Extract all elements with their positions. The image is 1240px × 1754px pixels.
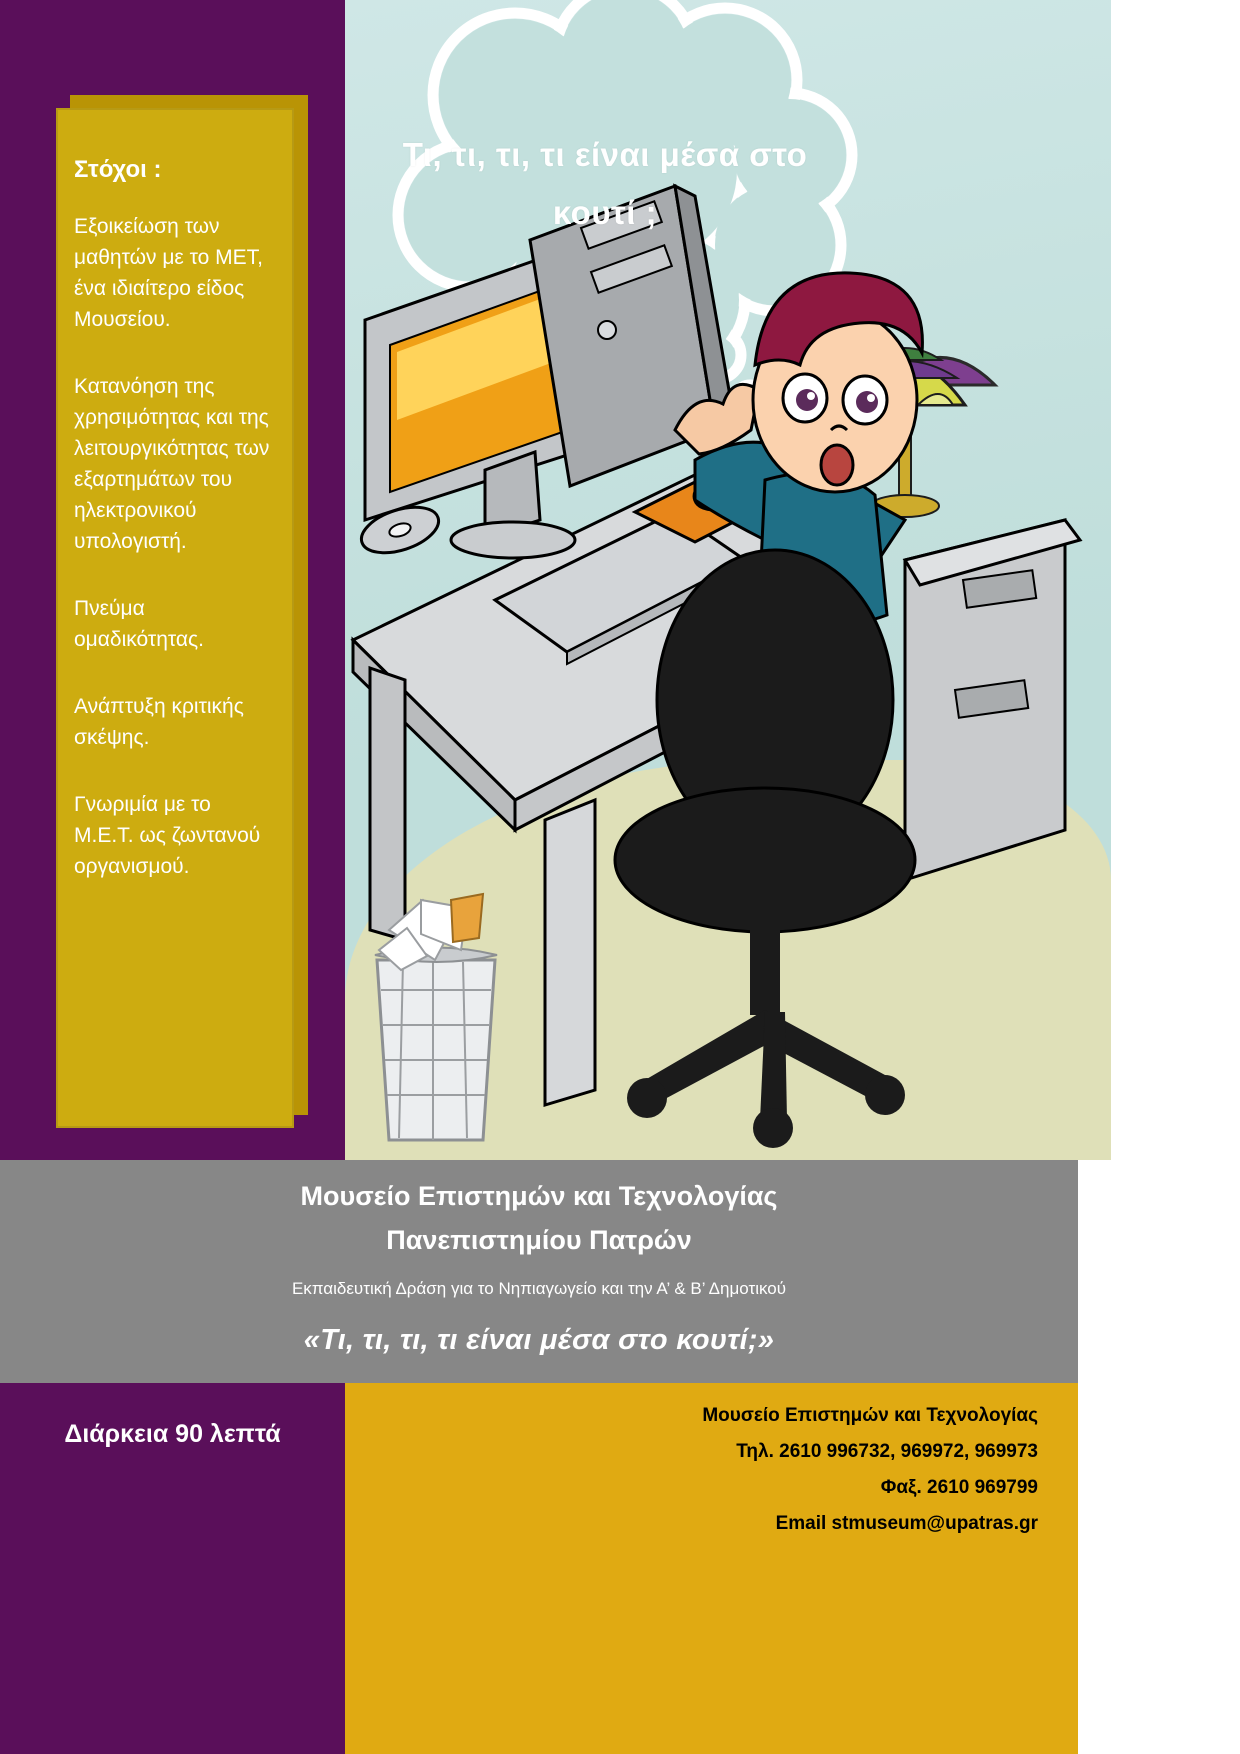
cabinet [905,520,1080,880]
banner-subtitle: Εκπαιδευτική Δράση για το Νηπιαγωγείο και την Α’ & Β’ Δημοτικού [291,1279,787,1298]
thought-bubble-text: Τι, τι, τι, τι είναι μέσα στο κουτί ; [402,136,808,231]
right-white-margin-top [1111,0,1240,1160]
museum-name-line2: Πανεπιστημίου Πατρών [386,1225,692,1255]
right-white-margin-bottom [1078,1160,1240,1754]
goal-item: Εξοικείωση των μαθητών με το ΜΕΤ, ένα ιδιαίτερο είδος Μουσείου. [74,214,263,331]
goal-item: Ανάπτυξη κριτικής σκέψης. [74,694,244,749]
goals-title: Στόχοι : [74,156,162,183]
illustration-scene [345,0,1111,1160]
museum-name-line1: Μουσείο Επιστημών και Τεχνολογίας [300,1181,778,1211]
thought-bubble [370,8,840,388]
activity-title: «Τι, τι, τι, τι είναι μέσα στο κουτί;» [303,1324,775,1356]
contact-line: Τηλ. 2610 996732, 969972, 969973 [736,1441,1038,1462]
duration-label: Διάρκεια 90 λεπτά [64,1420,281,1448]
waste-basket [375,894,497,1140]
contact-line: Μουσείο Επιστημών και Τεχνολογίας [702,1405,1038,1426]
goal-item: Κατανόηση της χρησιμότητας και της λειτουργικότητας των εξαρτημάτων του ηλεκτρονικού υπολογιστή. [74,374,270,553]
title-banner [0,1160,1078,1383]
contact-line: Φαξ. 2610 969799 [880,1477,1038,1498]
goal-item: Πνεύμα ομαδικότητας. [74,596,204,651]
goals-box [56,108,294,1128]
contact-line: Email stmuseum@upatras.gr [775,1513,1038,1534]
goal-item: Γνωριμία με το Μ.Ε.Τ. ως ζωντανού οργανισμού. [74,792,261,878]
contact-block [345,1398,1058,1542]
